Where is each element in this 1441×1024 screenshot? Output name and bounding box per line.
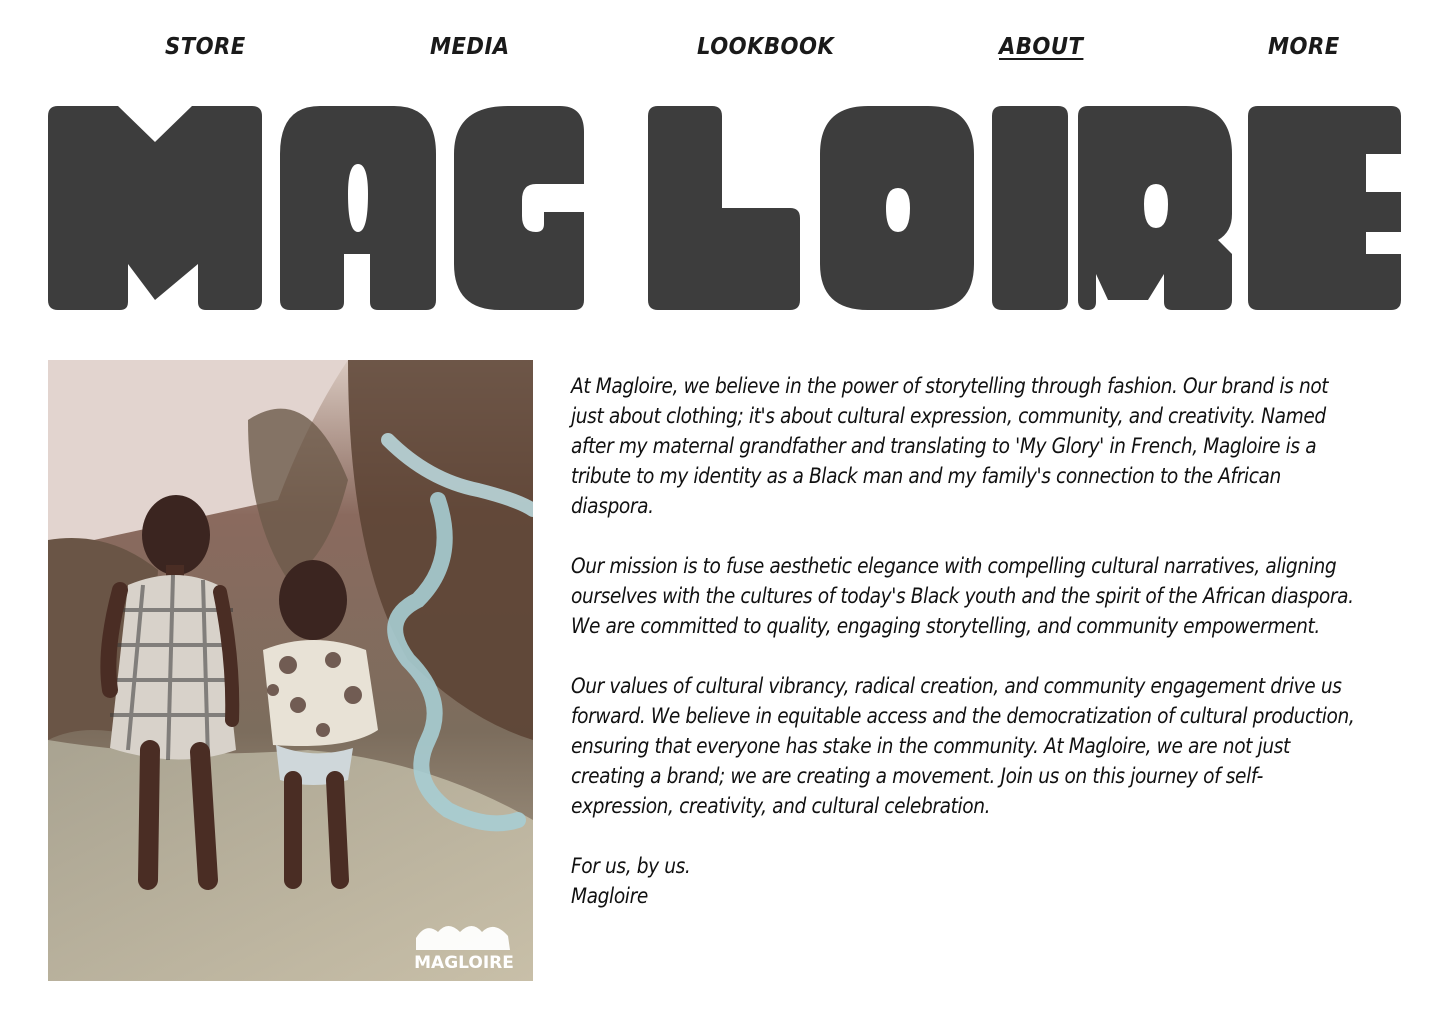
about-paragraph-values: Our values of cultural vibrancy, radical creation, and community engagement drive us forward. We believe in equitable access and the democratization of cultural production, ensuring that everyone has stake in the community. At Magloire, we are not just creating a brand; we are creating a movement. Join us on this journey of self-expression, creativity, and cultural celebration.: [571, 674, 1355, 819]
nav-link-about[interactable]: ABOUT: [999, 34, 1084, 60]
about-copy: [571, 372, 1391, 912]
signoff-name: Magloire: [571, 884, 648, 909]
signoff-tagline: For us, by us.: [571, 854, 691, 879]
nav-link-store[interactable]: STORE: [165, 34, 246, 60]
brand-wordmark-logo[interactable]: [48, 104, 1401, 312]
nav-link-more[interactable]: MORE: [1268, 34, 1340, 60]
nav-link-lookbook[interactable]: LOOKBOOK: [697, 34, 835, 60]
about-signoff: [571, 852, 1358, 912]
family-photo: [48, 360, 533, 981]
photo-watermark-logo: [416, 926, 510, 950]
photo-watermark-text: MAGLOIRE: [414, 953, 514, 973]
nav-link-media[interactable]: MEDIA: [430, 34, 510, 60]
about-paragraph-story: At Magloire, we believe in the power of storytelling through fashion. Our brand is not just about clothing; it's about cultural expression, community, and creativity. Named after my maternal grandfather and translating to 'My Glory' in French, Magloire is a tribute to my identity as a Black man and my family's connection to the African diaspora.: [571, 374, 1329, 519]
main-nav: [0, 34, 1441, 70]
about-paragraph-mission: Our mission is to fuse aesthetic elegance with compelling cultural narratives, aligning ourselves with the cultures of today's Black youth and the spirit of the African diaspora. We are committed to quality, engaging storytelling, and community empowerment.: [571, 554, 1354, 639]
